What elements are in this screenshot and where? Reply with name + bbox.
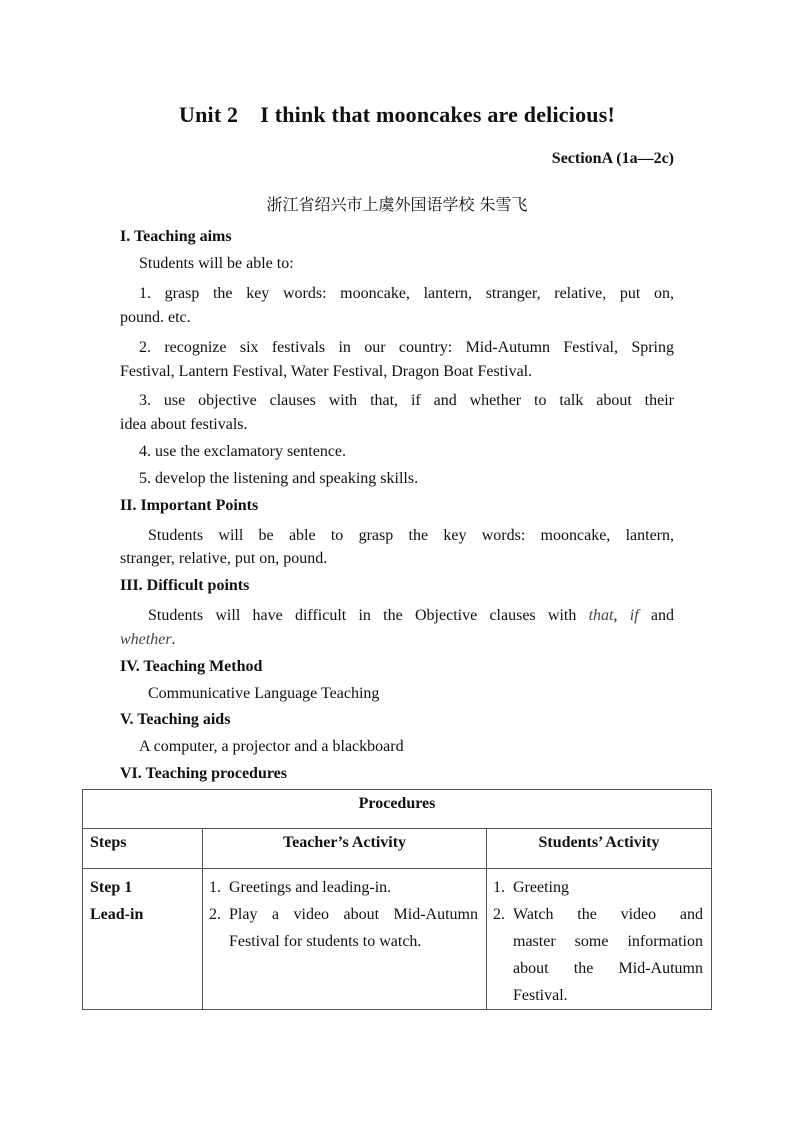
document-title [0, 102, 794, 128]
list-text [229, 901, 478, 955]
word-that: that [588, 607, 614, 624]
teaching-method-text: Communicative Language Teaching [148, 685, 380, 702]
list-number: 2. [493, 906, 505, 923]
author-line: 浙江省绍兴市上虞外国语学校 朱雪飞 [266, 195, 528, 214]
list-text [229, 874, 478, 901]
aims-item-3-line-2: idea about festivals. [120, 416, 248, 433]
aims-item-1-line-2: pound. etc. [120, 309, 191, 326]
period: . [171, 631, 176, 648]
list-line: Greetings and leading-in. [229, 879, 392, 896]
list-line: master some information [513, 933, 703, 950]
list-text [513, 874, 703, 901]
teacher-activity-cell [203, 869, 487, 1010]
list-item [209, 874, 478, 901]
list-number: 1. [209, 879, 221, 896]
aims-item-1-line-1: 1. grasp the key words: mooncake, lantern, stranger, relative, put on, [139, 285, 674, 302]
step-number: Step 1 [90, 879, 133, 896]
column-header-teacher: Teacher’s Activity [203, 829, 487, 869]
teaching-aids-text: A computer, a projector and a blackboard [139, 738, 404, 755]
step-name: Lead-in [90, 906, 144, 923]
aims-item-1 [120, 280, 674, 307]
aims-item-5: 5. develop the listening and speaking skills. [139, 470, 419, 487]
word-whether: whether [120, 631, 172, 648]
step-cell [83, 869, 203, 1010]
column-header-steps: Steps [83, 829, 203, 869]
title-text: I think that mooncakes are delicious! [260, 102, 615, 127]
aims-item-2 [120, 334, 674, 361]
list-line: Watch the video and [513, 906, 703, 923]
aims-item-2-line-2: Festival, Lantern Festival, Water Festival, Dragon Boat Festival. [120, 363, 533, 380]
list-line: about the Mid-Autumn [513, 960, 703, 977]
heading-difficult-points: III. Difficult points [120, 577, 250, 594]
heading-teaching-method: IV. Teaching Method [120, 658, 263, 675]
list-line: Play a video about Mid-Autumn [229, 906, 478, 923]
aims-item-3 [120, 387, 674, 414]
heading-teaching-procedures: VI. Teaching procedures [120, 765, 287, 782]
students-activity-cell [487, 869, 712, 1010]
heading-teaching-aids: V. Teaching aids [120, 711, 231, 728]
aims-item-3-line-1: 3. use objective clauses with that, if and whether to talk about their [139, 392, 674, 409]
difficult-points-line-2 [120, 631, 176, 649]
word-and: and [638, 607, 675, 624]
list-line: Festival. [513, 987, 568, 1004]
list-item [209, 901, 478, 955]
list-text [513, 901, 703, 1009]
important-points-text [120, 522, 674, 549]
list-line: Greeting [513, 879, 569, 896]
title-unit: Unit 2 [178, 102, 239, 127]
procedures-table [82, 789, 712, 1010]
column-header-students: Students’ Activity [487, 829, 712, 869]
heading-important-points: II. Important Points [120, 497, 259, 514]
difficult-points-text [120, 602, 674, 629]
section-label: SectionA (1a—2c) [551, 150, 674, 167]
important-points-line-1: Students will be able to grasp the key words: mooncake, lantern, [148, 527, 674, 544]
table-caption: Procedures [83, 790, 712, 829]
aims-item-2-line-1: 2. recognize six festivals in our country: Mid-Autumn Festival, Spring [139, 339, 674, 356]
aims-item-4: 4. use the exclamatory sentence. [139, 443, 347, 460]
difficult-points-text-a: Students will have difficult in the Objective clauses with [148, 607, 589, 624]
table-row [83, 869, 712, 1010]
important-points-line-2: stranger, relative, put on, pound. [120, 550, 328, 567]
list-item [493, 901, 703, 1009]
word-if: if [629, 607, 639, 624]
list-number: 1. [493, 879, 505, 896]
list-line: Festival for students to watch. [229, 933, 422, 950]
aims-intro: Students will be able to: [139, 255, 294, 272]
list-number: 2. [209, 906, 221, 923]
list-item [493, 874, 703, 901]
comma: , [613, 607, 630, 624]
heading-teaching-aims: I. Teaching aims [120, 228, 232, 245]
